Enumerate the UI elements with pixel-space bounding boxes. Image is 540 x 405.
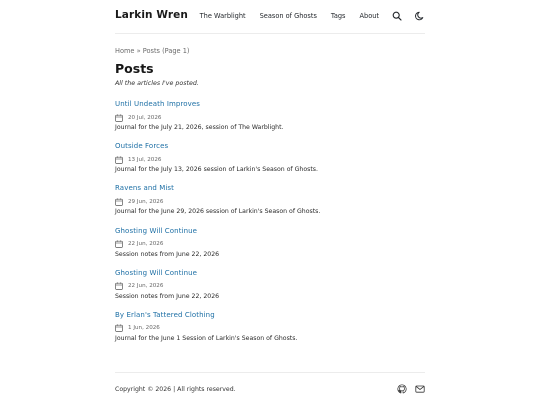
calendar-icon [115,198,123,206]
copyright-text: Copyright © 2026 | All rights reserved. [115,386,236,393]
post-item [115,142,425,184]
breadcrumb-current: Posts (Page 1) [142,47,190,55]
calendar-icon [115,114,123,122]
nav-item-season-of-ghosts[interactable]: Season of Ghosts [259,12,317,20]
calendar-icon [115,240,123,248]
post-title-link[interactable]: Ghosting Will Continue [115,268,198,277]
post-item [115,100,425,142]
social-links [389,384,425,394]
post-list [115,100,425,353]
post-date: 1 Jun, 2026 [128,325,160,332]
post-item [115,269,425,311]
nav-item-the-warblight[interactable]: The Warblight [199,12,246,20]
post-title-link[interactable]: By Erlan's Tattered Clothing [115,310,215,319]
post-summary: Session notes from June 22, 2026 [115,292,220,300]
post-item [115,184,425,226]
page-title: Posts [115,61,154,76]
page-subtitle: All the articles I've posted. [115,80,199,87]
post-date: 29 Jun, 2026 [128,198,164,205]
post-title-link[interactable]: Ravens and Mist [115,184,175,193]
site-title[interactable]: Larkin Wren [115,9,188,21]
site-footer [115,372,425,405]
breadcrumb-home[interactable]: Home [115,47,135,55]
post-meta [115,113,425,122]
post-summary: Journal for the July 21, 2026, session of The Warblight. [115,124,284,131]
post-date: 20 Jul, 2026 [128,114,162,121]
post-item [115,227,425,269]
post-meta [115,282,425,291]
post-summary: Session notes from June 22, 2026 [115,250,220,258]
post-item [115,311,425,353]
breadcrumb [115,47,425,57]
post-meta [115,155,425,164]
post-title-link[interactable]: Ghosting Will Continue [115,226,198,235]
post-title-link[interactable]: Until Undeath Improves [115,100,201,108]
post-date: 22 Jun, 2026 [128,241,164,248]
nav-item-about[interactable]: About [359,12,379,20]
github-icon[interactable] [397,384,407,394]
main-content [115,47,425,353]
post-summary: Journal for the June 1 Session of Larkin's Season of Ghosts. [115,334,298,342]
post-meta [115,240,425,249]
calendar-icon [115,324,123,332]
moon-icon[interactable] [415,11,425,21]
post-meta [115,324,425,333]
site-header [115,0,425,34]
breadcrumb-separator: » [136,47,141,55]
main-nav [200,11,425,21]
search-icon[interactable] [392,11,402,21]
nav-item-tags[interactable]: Tags [330,12,346,20]
post-meta [115,197,425,206]
post-summary: Journal for the June 29, 2026 session of Larkin's Season of Ghosts. [115,208,321,216]
post-summary: Journal for the July 13, 2026 session of Larkin's Season of Ghosts. [115,166,318,174]
post-date: 22 Jun, 2026 [128,283,164,290]
calendar-icon [115,282,123,290]
mail-icon[interactable] [415,384,425,394]
post-date: 13 Jul, 2026 [128,156,162,163]
post-title-link[interactable]: Outside Forces [115,142,169,151]
calendar-icon [115,156,123,164]
